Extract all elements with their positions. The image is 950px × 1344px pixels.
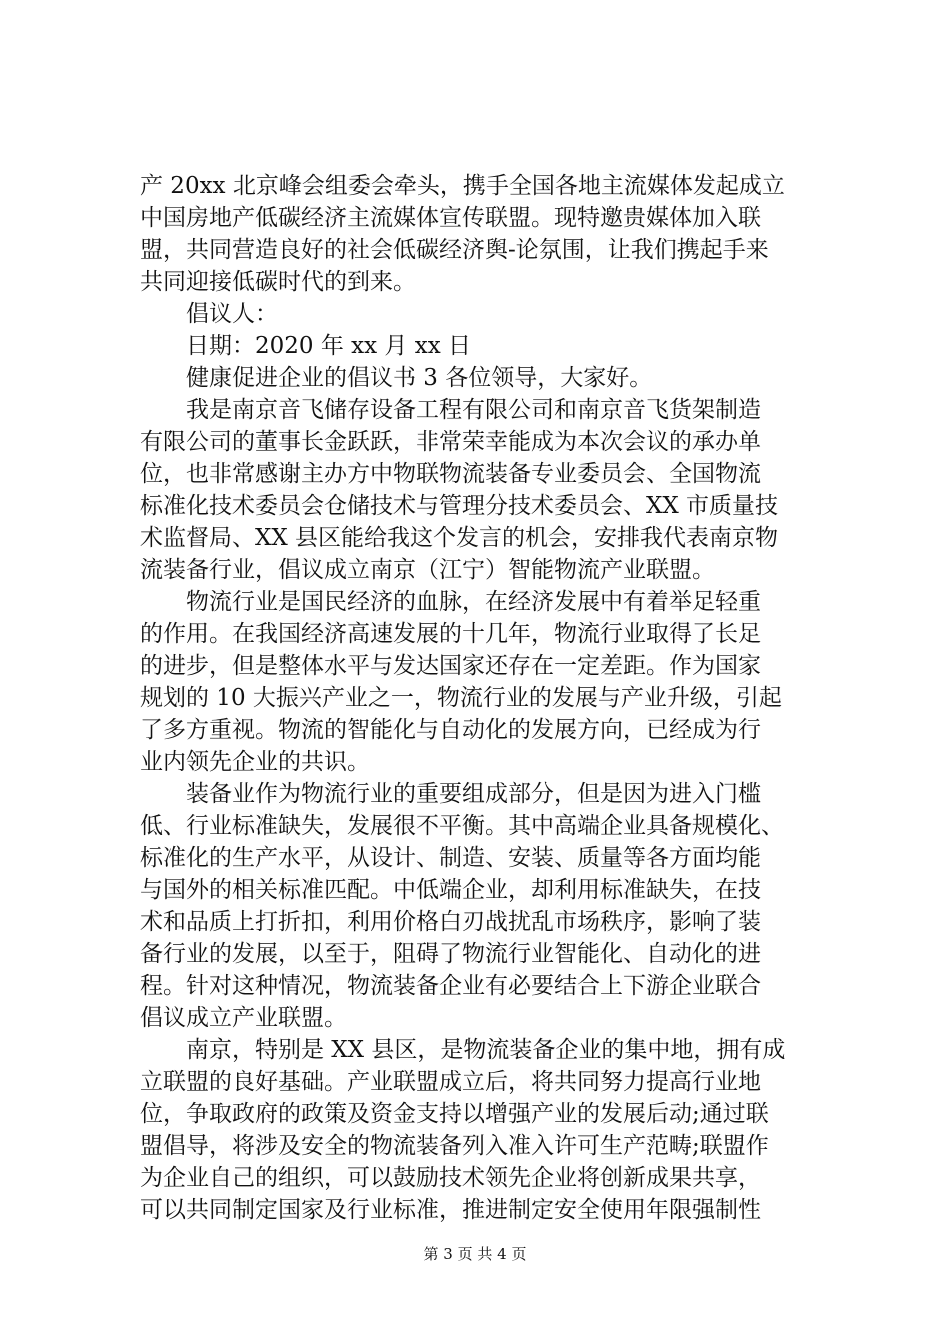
text-line: 可以共同制定国家及行业标准，推进制定安全使用年限强制性 — [140, 1197, 761, 1223]
text-line: 中国房地产低碳经济主流媒体宣传联盟。现特邀贵媒体加入联 — [140, 205, 761, 231]
text-line: 低、行业标准缺失，发展很不平衡。其中高端企业具备规模化、 — [140, 813, 784, 839]
text-line: 位，争取政府的政策及资金支持以增强产业的发展后动;通过联 — [140, 1101, 769, 1127]
text-line: 物流行业是国民经济的血脉，在经济发展中有着举足轻重 — [140, 589, 761, 615]
text-line: 业内领先企业的共识。 — [140, 749, 370, 775]
document-body — [140, 170, 840, 1226]
text-line: 日期：2020 年 xx 月 xx 日 — [140, 333, 471, 359]
page-footer: 第 3 页 共 4 页 — [423, 1245, 527, 1263]
text-line: 的作用。在我国经济高速发展的十几年，物流行业取得了长足 — [140, 621, 761, 647]
text-line: 我是南京音飞储存设备工程有限公司和南京音飞货架制造 — [140, 397, 761, 423]
text-line: 程。针对这种情况，物流装备企业有必要结合上下游企业联合 — [140, 973, 761, 999]
text-line: 标准化技术委员会仓储技术与管理分技术委员会、XX 市质量技 — [140, 493, 779, 519]
text-line: 为企业自己的组织，可以鼓励技术领先企业将创新成果共享， — [140, 1165, 761, 1191]
text-line: 了多方重视。物流的智能化与自动化的发展方向，已经成为行 — [140, 717, 761, 743]
text-line: 立联盟的良好基础。产业联盟成立后，将共同努力提高行业地 — [140, 1069, 761, 1095]
text-line: 术监督局、XX 县区能给我这个发言的机会，安排我代表南京物 — [140, 525, 779, 551]
text-line: 的进步，但是整体水平与发达国家还存在一定差距。作为国家 — [140, 653, 761, 679]
text-line: 规划的 10 大振兴产业之一，物流行业的发展与产业升级，引起 — [140, 685, 782, 711]
text-line: 标准化的生产水平，从设计、制造、安装、质量等各方面均能 — [140, 845, 761, 871]
text-line: 流装备行业，倡议成立南京（江宁）智能物流产业联盟。 — [140, 557, 715, 583]
text-line: 倡议成立产业联盟。 — [140, 1005, 347, 1031]
text-line: 装备业作为物流行业的重要组成部分，但是因为进入门槛 — [140, 781, 761, 807]
text-line: 倡议人： — [140, 301, 278, 327]
text-line: 位，也非常感谢主办方中物联物流装备专业委员会、全国物流 — [140, 461, 761, 487]
text-line: 备行业的发展，以至于，阻碍了物流行业智能化、自动化的进 — [140, 941, 761, 967]
text-line: 与国外的相关标准匹配。中低端企业，却利用标准缺失，在技 — [140, 877, 761, 903]
text-line: 健康促进企业的倡议书 3 各位领导，大家好。 — [140, 365, 653, 391]
text-line: 有限公司的董事长金跃跃，非常荣幸能成为本次会议的承办单 — [140, 429, 761, 455]
text-line: 产 20xx 北京峰会组委会牵头，携手全国各地主流媒体发起成立 — [140, 173, 785, 199]
text-line: 共同迎接低碳时代的到来。 — [140, 269, 416, 295]
text-line: 盟，共同营造良好的社会低碳经济舆-论氛围，让我们携起手来 — [140, 237, 769, 263]
text-line: 术和品质上打折扣，利用价格白刃战扰乱市场秩序，影响了装 — [140, 909, 761, 935]
text-line: 盟倡导，将涉及安全的物流装备列入准入许可生产范畴;联盟作 — [140, 1133, 769, 1159]
text-line: 南京，特别是 XX 县区，是物流装备企业的集中地，拥有成 — [140, 1037, 786, 1063]
